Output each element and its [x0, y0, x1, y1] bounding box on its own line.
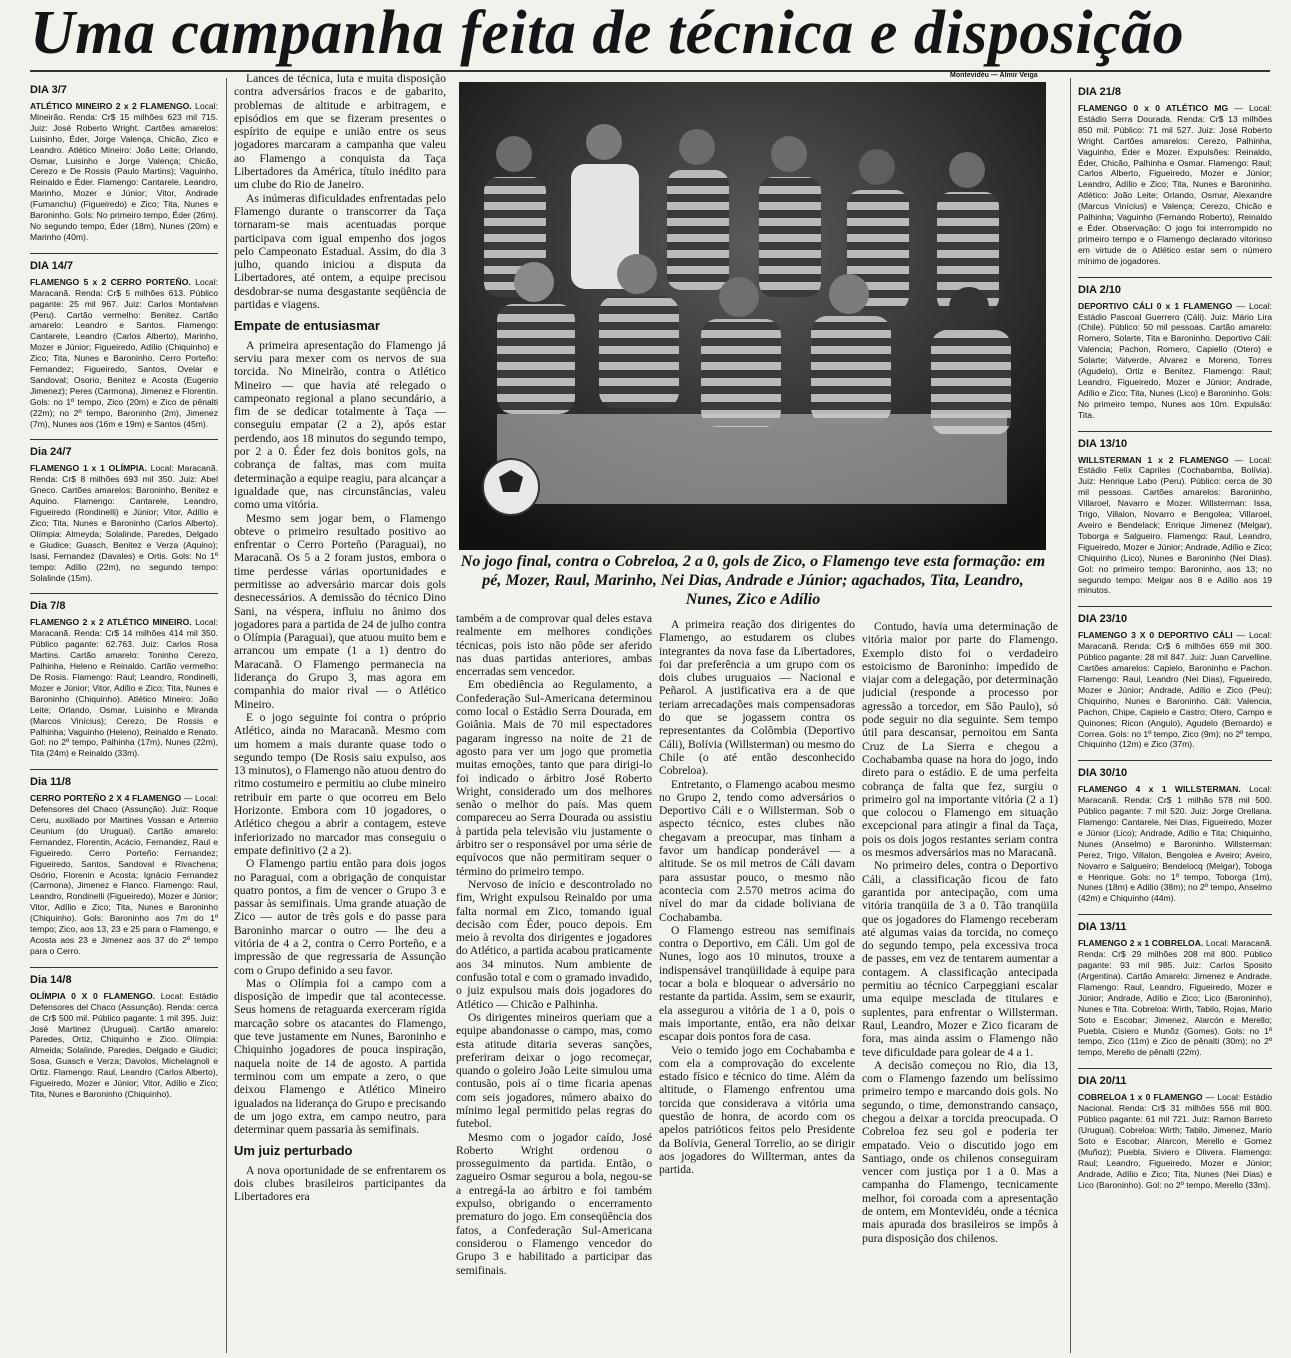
- article-column-3: [659, 618, 855, 1358]
- article-paragraph: também a de comprovar qual deles estava realmente em melhores condições técnicas, pois isto não pôde ser aferido nas duas partidas anteriores, ambas encerradas sem vencedor.: [456, 612, 652, 679]
- match-result-box: [30, 253, 218, 430]
- match-score-title: FLAMENGO 3 X 0 DEPORTIVO CÁLI: [1078, 630, 1233, 641]
- match-summary: Local: Maracanã. Renda: Cr$ 8 milhões 693 mil 350. Juiz: Abel Gneco. Cartões amarelos: Baroninho, Benitez e Aquino. Flamengo: Cantarele, Leandro, Figueiredo (Rondinelli) e Júnior; Vitor, Adílio e Zico; Tita, Nunes e Baroninho (Carlos Alberto). Olímpia: Almeyda; Solalinde, Paredes, Delgado e Giudice; Guasch, Benitez e Verza (Aquino); Isasi, Fernandez (Davales) e Ortis. Gols: No 1º tempo: Adílio (22m), no segundo tempo: Solalinde (15m).: [30, 463, 218, 583]
- headline: Uma campanha feita de técnica e disposição: [30, 0, 1185, 67]
- match-details: [1078, 938, 1272, 1058]
- match-summary: — Local: Estádio Serra Dourada. Renda: Cr$ 13 milhões 850 mil. Público: 71 mil 527. Juiz: José Roberto Wright. Cartões amarelos: Cerezo, Palhinha, Vaguinho, Éder e Mozer. Expulsões: Reinaldo, Éder, Chicão, Palhinha e Osmar. Flamengo: Raul; Carlos Alberto, Figueiredo, Mozer e Júnior; Leandro, Adílio e Zico; Tita, Nunes e Baroninho. Atlético: João Leite; Orlando, Osmar, Alexandre (Marcus Vinícius) e Valença; Cerezo, Chicão e Palhinha; Vaguinho (Fernando Roberto), Reinaldo e Éder. Observação: O jogo foi interrompido no primeiro tempo e o Flamengo declarado vitorioso em virtude de o Atlético estar sem o número mínimo de jogadores.: [1078, 103, 1272, 266]
- match-result-box: [1078, 1068, 1272, 1190]
- match-details: [30, 991, 218, 1100]
- match-score-title: FLAMENGO 4 x 1 WILLSTERMAN.: [1078, 784, 1241, 795]
- article-paragraph: Os dirigentes mineiros queriam que a equipe abandonasse o campo, mas, como esta atitude ditaria severas sanções, preferiram deixar o jogo recomeçar, quando o goleiro João Leite simulou uma contusão, pois aí o time ficaria apenas com seis jogadores, número abaixo do mínimo legal permitido pelas regras do futebol.: [456, 1010, 652, 1131]
- match-details: [30, 101, 218, 243]
- match-result-box: [30, 769, 218, 957]
- article-paragraph: Nervoso de início e descontrolado no fim, Wright expulsou Reinaldo por uma falta normal em Zico, tomando igual decisão com Éder, pouco depois. Em meio à revolta dos dirigentes e jogadores do Atlético, a partida acabou praticamente aos 34 minutos. Num ambiente de confusão total e com o gramado invadido, o juiz expulsou mais dois jogadores do Atlético — Chicão e Palhinha.: [456, 877, 652, 1011]
- match-date: DIA 14/7: [30, 259, 74, 272]
- article-paragraph: Contudo, havia uma determinação de vitória maior por parte do Flamengo. Exemplo disto foi o verdadeiro estoicismo de Baroninho: impedido de viajar com a delegação, por determinação judicial (responde a processo por agressão a torcedor, em São Paulo), só pode seguir no dia seguinte. Sem tempo útil para descansar, pernoitou em Santa Cruz de La Sierra e chegou a Cochabamba quase na hora do jogo, indo direto para o estádio. E de uma perfeita cobrança de falta que fez, surgiu o primeiro gol na importante vitória (2 a 1) que colocou o Flamengo em situação excepcional para atingir a final da Taça, pois os dois jogos restantes seriam contra os mesmos adversários mas no Maracanã.: [862, 620, 1058, 860]
- match-details: [30, 463, 218, 583]
- article-paragraph: O Flamengo estreou nas semifinais contra o Deportivo, em Cáli. Um gol de Nunes, logo aos 10 minutos, trouxe a indispensável tranqüilidade à equipe para tocar a bola e bloquear o adversário no restante da partida. Assim, sem se exaurir, ela assegurou a vitória de 1 a 0, pois o mais importante, então, era não deixar escapar dois pontos fora de casa.: [659, 923, 855, 1044]
- match-date: DIA 20/11: [1078, 1075, 1127, 1088]
- article-paragraph: A primeira reação dos dirigentes do Flamengo, ao estudarem os clubes integrantes da nova fase da Libertadores, foi dar preferência a um grupo com os dois clubes uruguaios — Nacional e Peñarol. A justificativa era a de que teriam arrecadações mais compensadoras do que se jogassem contra os representantes da Colômbia (Deportivo Cáli), Bolívia (Willsterman) ou mesmo do Chile (o até então desconhecido Cobreloa).: [659, 618, 855, 778]
- article-paragraph: E o jogo seguinte foi contra o próprio Atlético, ainda no Maracanã. Mesmo com um homem a mais durante quase todo o segundo tempo (De Rosis saiu expulso, aos 13 minutos), o Flamengo não atuou dentro do ritmo costumeiro e permitiu ao clube mineiro retribuir em parte o que ocorreu em Belo Horizonte. Embora com 10 jogadores, o Atlético chegou a abrir a contagem, esteve inferiorizado no marcador mas conseguiu o empate definitivo (2 a 2).: [234, 710, 446, 857]
- match-details: [30, 277, 218, 430]
- match-details: [1078, 455, 1272, 597]
- article-paragraph: A decisão começou no Rio, dia 13, com o Flamengo fazendo um belíssimo primeiro tempo e marcando dois gols. No segundo, o time, demonstrando cansaço, chegou a deixar a torcida preocupada. O Cobreloa fez seu gol e poderia ter empatado. Veio o discutido jogo em Santiago, onde os chilenos conseguiram vencer com justiça por 1 a 0. Mas a campanha do Flamengo, tecnicamente melhor, foi coroada com a apresentação de ontem, em Montevidéu, onde a técnica mais apurada dos brasileiros se impôs à pura disposição dos chilenos.: [862, 1058, 1058, 1245]
- match-details: [1078, 1092, 1272, 1190]
- article-paragraph: Em obediência ao Regulamento, a Confederação Sul-Americana determinou como local o Estádio Serra Dourada, em Goiânia. Mais de 70 mil espectadores pagaram ingresso na noite de 21 de agosto para ver um jogo que prometia muitas emoções, tanto que para dirigi-lo foi indicado o árbitro José Roberto Wright, considerado um dos melhores senão o melhor do país. Mas quem compareceu ao Serra Dourada ou assistiu à partida pela televisão viu justamente o árbitro ser o responsável por uma série de equívocos que não permitiram sequer o término do primeiro tempo.: [456, 678, 652, 878]
- match-score-title: FLAMENGO 0 x 0 ATLÉTICO MG: [1078, 103, 1229, 113]
- match-summary: — Local: Defensores del Chaco (Assunção). Juiz: Roque Ceru, auxiliado por Martines Vossan e Artemio Ceunium (do Uruguai). Cartão amarelo: Fernandez, Florentin, Acácio, Fernandez, Raul e Figueiredo. Cerro Porteño: Fernandez; Figueiredo, Santos, Sandoval e Rivachena; Osório, Florenin e Acosta; Ignácio Fernandez (Carmona), Jimenez e Flanco. Flamengo: Raul, Leandro, Rondinelli (Figueiredo), Mozer e Júnior; Vitor, Adílio e Zico; Tita, Nunes e Baroninho (Chiquinho). Gols: Baroninho aos 7m do 1º tempo; Zico, aos 13, 23 e 25 para o Flamengo, e Acosta aos 23 e Jimenez aos 37 do 2º tempo para o Cerro.: [30, 793, 218, 956]
- column-divider-right: [1070, 78, 1071, 1353]
- match-summary: Local: Maracanã. Renda: Cr$ 29 milhões 208 mil 800. Público pagante: 93 mil 985. Juiz: Carlos Sposito (Argentina). Cartão Amarelo: Jimenez e Andrade. Flamengo: Raul, Leandro, Figueiredo, Mozer e Júnior; Andrade, Adílio e Zico; Lico (Baroninho), Nunes e Tita. Cobreloa: Wirth, Tabilo, Rojas, Mario Soto e Escobar; Jimenez, Alarcón e Merello; Puebla, Cisiero e Munõz (Gomes). Gols: no 1º tempo, Zico (11m) e Zico de pênalti (30m); no 2º tempo, Merello de pênalti (22m).: [1078, 938, 1272, 1058]
- match-details: [30, 617, 218, 759]
- article-subheading: Um juiz perturbado: [234, 1143, 353, 1159]
- match-result-box: [30, 439, 218, 583]
- article-paragraph: Lances de técnica, luta e muita disposição contra adversários fracos e de gabarito, problemas de altitude e arbitragem, e episódios em que se fizeram presentes o espírito de equipe e união entre os seus jogadores marcaram a campanha que valeu ao Flamengo a conquista da Taça Libertadores da América, título inédito para um clube do Rio de Janeiro.: [234, 72, 446, 192]
- column-divider-left: [226, 78, 227, 1353]
- match-score-title: CERRO PORTEÑO 2 X 4 FLAMENGO: [30, 793, 182, 804]
- article-paragraph: Mesmo com o jogador caído, José Roberto Wright ordenou o prosseguimento da partida. Então, o zagueiro Osmar segurou a bola, negou-se a entregá-la ao árbitro e foi também expulso, obrigando o encerramento prematuro do jogo. Em conseqüência dos fatos, a Confederação Sul-Americana considerou o Flamengo vencedor do Grupo 3 e habilitado a participar das semifinais.: [456, 1130, 652, 1277]
- match-result-box: [1078, 914, 1272, 1058]
- match-score-title: FLAMENGO 5 x 2 CERRO PORTEÑO.: [30, 276, 191, 287]
- match-summary: — Local: Estádio Nacional. Renda: Cr$ 31 milhões 556 mil 800. Público pagante: 61 mil 721. Juiz: Ramon Barreto (Uruguai). Cobreloa: Wirth; Tabilo, Jimenez, Mario Soto e Escobar; Alarcon, Merello e Gomez (Muñoz); Puebla, Siviero e Olivera. Flamengo: Raul; Leandro, Figueiredo, Mozer e Júnior; Andrade, Adílio e Zico; Tita, Nunes (Nei Dias) e Lico (Baroninho). Gol: no 2º tempo, Merello (33m).: [1078, 1092, 1272, 1190]
- match-result-box: [30, 967, 218, 1100]
- match-date: DIA 21/8: [1078, 86, 1122, 98]
- match-date: Dia 7/8: [30, 600, 66, 613]
- article-paragraph: As inúmeras dificuldades enfrentadas pelo Flamengo durante o transcorrer da Taça tornaram-se mais acentuadas porque participava com igual empenho dos jogos pelo Campeonato Estadual. Assim, do dia 3 julho, quando iniciou a disputa da Libertadores, até ontem, a equipe precisou desdobrar-se numa desgastante seqüência de partidas e viagens.: [234, 191, 446, 312]
- match-date: DIA 2/10: [1078, 283, 1122, 296]
- match-result-box: [1078, 606, 1272, 750]
- match-summary: Local: Maracanã. Renda: Cr$ 1 milhão 578 mil 500. Público pagante: 7 mil 520. Juiz: Jorge Orellana. Flamengo: Cantarele, Nei Dias, Figueiredo, Mozer e Júnior (Lico); Andrade, Adílio e Tita; Chiquinho, Nunes (Anselmo) e Baroninho. Willsterman: Perez, Trigo, Villalon, Bengolea e Aveiro; Aveiro, Novarro e Salgueiro; Bendelocq (Melgar), Toboga e Henrique. Gols: no 1º tempo, Toborga (1m), Nunes (18m) e Adílio (38m); no 2º tempo, Anselmo (42m) e Chiquinho (44m).: [1078, 784, 1272, 904]
- match-score-title: ATLÉTICO MINEIRO 2 x 2 FLAMENGO.: [30, 101, 192, 111]
- match-score-title: WILLSTERMAN 1 x 2 FLAMENGO: [1078, 454, 1229, 465]
- match-date: DIA 30/10: [1078, 767, 1128, 780]
- team-photo: [459, 82, 1046, 550]
- match-result-box: [1078, 277, 1272, 421]
- article-paragraph: Mas o Olímpia foi a campo com a disposição de impedir que tal acontecesse. Seus homens de retaguarda exerceram rígida marcação sobre os atacantes do Flamengo, que teve justamente em Nunes, Baroninho e Chiquinho jogadores de pouca inspiração, naquela noite de 14 de agosto. A partida terminou com um empate a zero, o que deixou Flamengo e Atlético Mineiro igualados na liderança do Grupo e precisando de um jogo extra, em campo neutro, para determinar quem passaria às semifinais.: [234, 976, 446, 1137]
- photo-credit: Montevidéu — Almir Veiga: [950, 72, 1038, 79]
- article-paragraph: Mesmo sem jogar bem, o Flamengo obteve o primeiro resultado positivo ao enfrentar o Cerro Porteño (Paraguai), no Maracanã. Os 5 a 2 foram justos, embora o time perdesse várias oportunidades e permitisse ao adversário marcar dois gols desnecessários. A demissão do técnico Dino Sani, na véspera, influiu no ânimo dos jogadores para a partida de 24 de julho contra o Olímpia (Paraguai), que atuou muito bem e arrancou um empate (1 a 1) dentro do Maracanã. O Flamengo permanecia na liderança do Grupo 3, mas agora em companhia do maior rival — o Atlético Mineiro.: [234, 511, 446, 711]
- article-column-2: [456, 612, 652, 1357]
- match-score-title: DEPORTIVO CÁLI 0 x 1 FLAMENGO: [1078, 300, 1233, 311]
- match-score-title: FLAMENGO 2 x 2 ATLÉTICO MINEIRO.: [30, 617, 192, 628]
- article-paragraph: No primeiro deles, contra o Deportivo Cáli, a classificação ficou de fato garantida por antecipação, com uma vitória tranqüila de 3 a 0. Tão tranqüila que os jogadores do Flamengo receberam até algumas vaias da torcida, no começo do segundo tempo, pela excessiva troca de passes, em vez de tentarem aumentar a contagem. A classificação antecipada permitiu ao técnico Carpeggiani escalar uma equipe mesclada de titulares e suplentes, para enfrentar o Willsterman. Raul, Leandro, Mozer e Zico ficaram de fora, mas ainda assim o Flamengo não teve dificuldade para golear de 4 a 1.: [862, 859, 1058, 1059]
- match-summary: Local: Maracanã. Renda: Cr$ 5 milhões 613. Público pagante: 25 mil 967. Juiz: Carlos Montalvan (Peru). Cartão vermelho: Benitez. Cartão amarelo: Leandro e Santos. Flamengo: Cantarele, Leandro (Carlos Alberto), Marinho, Mozer e Júnior; Figueiredo, Adílio (Chiquinho) e Zico; Tita, Nunes e Baroninho. Cerro Porteño: Fernandez; Figueiredo, Santos, Ovelar e Sandoval; Osorio, Benitez e Acosta (Eugenio Jimenez); Peres (Carmona), Jimenez e Florentin. Gols: no 1º tempo, Zico (20m) e Zico de pênalti (22m); no 2º tempo, Baroninho (2m), Jimenez (7m), Nunes aos (16m e 19m) e Santos (45m).: [30, 276, 218, 429]
- match-date: DIA 13/11: [1078, 921, 1127, 934]
- headline-rule: [30, 70, 1270, 72]
- right-results-column: [1078, 80, 1272, 1355]
- match-summary: — Local: Maracanã. Renda: Cr$ 6 milhões 659 mil 300. Público pagante: 28 mil 847. Juiz: Juan Carvelline. Cartões amarelos: Capielo, Baroninho e Pachon. Flamengo: Raul, Leandro (Nei Dias), Figueiredo, Mozer e Júnior; Andrade, Adílio e Zico (Peu); Chiquinho, Nunes e Baroninho. Cáli: Valencia, Pachon, Chipe, Capielo e Castro; Otero, Campo e Quinones; Ricon (Angulo), Agudelo (Bernardo) e Correa. Gols: no 1º tempo, Zico (9m); no 2º tempo, Chiquinho (12m) e Zico (37m).: [1078, 630, 1272, 750]
- team-photo-image: [459, 82, 1046, 550]
- article-subheading: Empate de entusiasmar: [234, 318, 380, 334]
- match-result-box: [1078, 760, 1272, 904]
- match-summary: Local: Estádio Defensores del Chaco (Assunção). Renda: cerca de Cr$ 500 mil. Público pagante: 1 mil 395. Juiz: José Martinez (Uruguai). Cartão amarelo: Paredes, Ortiz, Chiquinho e Zico. Olímpia: Almeida; Solalinde, Paredes, Delgado e Giudici; Sosa, Guasch e Verza; Davolos, Michelagnoli e Ortiz. Flamengo: Raul, Leandro (Carlos Alberto), Figueiredo, Mozer e Júnior; Vitor, Adílio e Zico; Tita, Nunes e Baroninho (Chiquinho).: [30, 990, 218, 1099]
- article-paragraph: O Flamengo partiu então para dois jogos no Paraguai, com a obrigação de conquistar quatro pontos, a fim de vencer o Grupo 3 e passar às semifinais. Uma grande atuação de Zico — autor de três gols e do passe para Baroninho marcar o outro — lhe deu a vitória de 4 a 2, contra o Cerro Porteño, e a impressão de que regressaria de Assunção com o Grupo definido a seu favor.: [234, 857, 446, 977]
- match-date: DIA 3/7: [30, 84, 67, 96]
- article-column-4: [862, 620, 1058, 1358]
- match-result-box: [1078, 80, 1272, 267]
- photo-caption: No jogo final, contra o Cobreloa, 2 a 0, gols de Zico, o Flamengo teve esta formação: em pé, Mozer, Raul, Marinho, Nei Dias, Andrade e Júnior; agachados, Tita, Leandro, Nunes, Zico e Adílio: [460, 553, 1046, 608]
- match-date: DIA 23/10: [1078, 613, 1128, 626]
- match-details: [1078, 630, 1272, 750]
- match-details: [30, 793, 218, 957]
- article-paragraph: A nova oportunidade de se enfrentarem os dois clubes brasileiros participantes da Libertadores era: [234, 1163, 446, 1204]
- article-column-1: [234, 72, 446, 1355]
- article-paragraph: A primeira apresentação do Flamengo já serviu para mexer com os nervos de sua torcida. No Mineirão, contra o Atlético Mineiro — que havia até relegado o campeonato regional a plano secundário, a fim de se dedicar totalmente à Taça — conseguiu empatar (2 a 2), após estar perdendo, aos 18 minutos do segundo tempo, por 2 a 0. Éder fez dois bonitos gols, na cobrança de faltas, mas com muita determinação a equipe reagiu, para alcançar a igualdade que, nas circunstâncias, valeu como uma vitória.: [234, 338, 446, 512]
- article-paragraph: Entretanto, o Flamengo acabou mesmo no Grupo 2, tendo como adversários o Deportivo Cáli e o Willsterman. Sob o aspecto técnico, estes clubes não chegavam a preocupar, mas tinham a favor um handicap ponderável — a altitude. Se os mil metros de Cáli davam para assustar pouco, o mesmo não acontecia com 2.570 metros acima do nível do mar da cidade boliviana de Cochabamba.: [659, 777, 855, 924]
- match-result-box: [1078, 431, 1272, 597]
- match-details: [1078, 784, 1272, 904]
- match-summary: — Local: Estádio Pascoal Guerrero (Cáli). Juiz: Mário Lira (Chile). Público: 50 mil pessoas. Cartão amarelo: Romero, Solarte, Tita e Baroninho. Deportivo Cáli: Valencia; Pachon, Romero, Capiello (Otero) e Solarte; Valverde, Alvarez e Moreno, Torres (Agudelo), Ortiz e Benitez. Flamengo: Raul; Leandro, Figueiredo, Mozer e Júnior; Andrade, Adílio e Zico; Tita, Nunes (Lico) e Baroninho. Gols: No primeiro tempo, Nunes aos 10m. Expulsão: Tita.: [1078, 300, 1272, 420]
- match-summary: — Local: Estádio Felix Capriles (Cochabamba, Bolívia). Juiz: Henrique Labo (Peru). Público: cerca de 30 mil pessoas. Cartões amarelos: Baroninho, Villaroel, Navarro e Mozer. Willsterman: Issa, Trigo, Villalon, Novarro e Bengolea; Villaroel, Aveiro e Bendelack; Enrique Jimenez (Melgar), Toborga e Salgueiro. Flamengo: Raul, Leandro, Figueiredo, Mozer e Júnior; Andrade, Adílio e Zico; Chiquinho (Lico), Nunes e Baroninho (Nei Dias). Gol: no primeiro tempo: Baroninho, aos 13; no segundo tempo: Melgar aos 8 e Adílio aos 19 minutos.: [1078, 454, 1272, 596]
- match-score-title: FLAMENGO 1 x 1 OLÍMPIA.: [30, 463, 147, 474]
- match-summary: Local: Mineirão. Renda: Cr$ 15 milhões 623 mil 715. Juiz: José Roberto Wright. Cartões amarelos: Luisinho, Éder, Jorge Valença, Chicão, Zico e Leandro. Atlético Mineiro: João Leite; Orlando, Osmar, Luisinho e Jorge Valença; Chicão, Cerezo e De Rossis (Paulo Martins); Vaguinho, Reinaldo e Éder. Flamengo: Cantarele, Leandro, Marinho, Mozer e Júnior; Vitor, Andrade (Fumanchu) (Figueiredo) e Zico; Tita, Nunes e Baroninho. Gols: No primeiro tempo, Éder (26m). No segundo tempo, Éder (18m), Nunes (20m) e Marinho (40m).: [30, 101, 218, 242]
- match-date: DIA 13/10: [1078, 437, 1128, 450]
- match-summary: Local: Maracanã. Renda: Cr$ 14 milhões 414 mil 350. Público pagante: 62.763. Juiz: Carlos Rosa Martins. Cartão amarelo: Toninho Cerezo, Palhinha, Heleno e Reinaldo. Cartão vermelho: De Rosis. Flamengo: Raul; Leandro, Rondinelli, Mozer e Júnior; Vitor, Adílio e Zico; Tita, Nunes e Baroninho (Chiquinho). Atlético Mineiro: João Leite; Orlando, Osmar, Luisinho e Miranda (Marcos Vinícius); Cerezo, De Rossis e Palhinha; Vaguinho (Heleno), Reinaldo e Renato. Gol: no 2º tempo, Palhinha (17m), Nunes (22m), Tita (24m) e Reinaldo (33m).: [30, 617, 218, 759]
- match-date: Dia 11/8: [30, 776, 71, 789]
- left-results-column: [30, 78, 218, 1353]
- match-score-title: COBRELOA 1 x 0 FLAMENGO: [1078, 1092, 1203, 1103]
- match-date: Dia 14/8: [30, 973, 72, 986]
- match-details: [1078, 301, 1272, 421]
- match-result-box: [30, 78, 218, 243]
- match-score-title: FLAMENGO 2 x 1 COBRELOA.: [1078, 938, 1204, 949]
- match-details: [1078, 103, 1272, 267]
- match-result-box: [30, 593, 218, 759]
- match-score-title: OLÍMPIA 0 X 0 FLAMENGO.: [30, 990, 156, 1001]
- article-paragraph: Veio o temido jogo em Cochabamba e com ela a comprovação do excelente estado físico e técnico do time. Além da altitude, o Flamengo enfrentou uma torcida que considerava a vitória uma questão de honra, de acordo com os apelos patrióticos feitos pelo Presidente da Bolívia, General Torrelio, ao se dirigir aos jogadores do Willterman, antes da partida.: [659, 1043, 855, 1177]
- match-date: Dia 24/7: [30, 446, 72, 459]
